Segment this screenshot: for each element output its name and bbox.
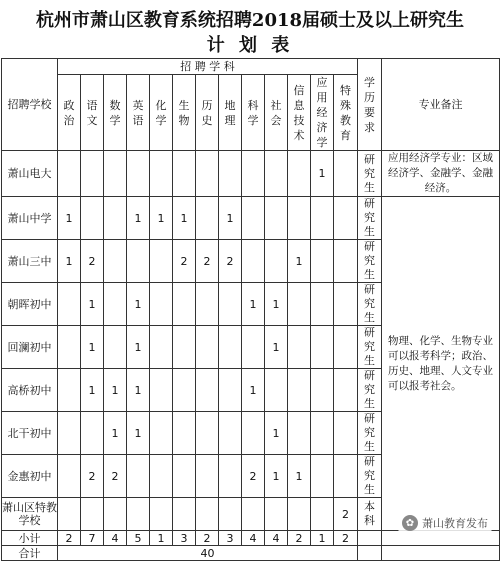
quota-cell: [311, 412, 334, 455]
quota-cell: 1: [265, 326, 288, 369]
quota-cell: [219, 283, 242, 326]
quota-cell: [127, 498, 150, 531]
quota-cell: [81, 498, 104, 531]
quota-cell: [334, 151, 358, 197]
quota-cell: 1: [81, 283, 104, 326]
page-subtitle: 计 划 表: [206, 35, 294, 56]
quota-cell: [334, 369, 358, 412]
school-name: 金惠初中: [2, 455, 58, 498]
school-name: 朝晖初中: [2, 283, 58, 326]
total-degree-empty: [358, 546, 382, 561]
quota-cell: 1: [58, 240, 81, 283]
quota-cell: [334, 412, 358, 455]
quota-cell: [219, 455, 242, 498]
header-subject: 生物: [173, 75, 196, 151]
quota-cell: [219, 151, 242, 197]
degree-cell: 研究生: [358, 283, 382, 326]
quota-cell: [104, 326, 127, 369]
quota-cell: [127, 455, 150, 498]
quota-cell: 2: [173, 240, 196, 283]
quota-cell: [150, 498, 173, 531]
quota-cell: [58, 283, 81, 326]
quota-cell: [311, 240, 334, 283]
quota-cell: [173, 283, 196, 326]
quota-cell: [104, 240, 127, 283]
quota-cell: [196, 326, 219, 369]
quota-cell: [150, 412, 173, 455]
quota-cell: 1: [81, 369, 104, 412]
degree-cell: 本科: [358, 498, 382, 531]
header-school: 招聘学校: [2, 59, 58, 151]
school-name: 萧山区特教学校: [2, 498, 58, 531]
quota-cell: [173, 412, 196, 455]
header-subject: 数学: [104, 75, 127, 151]
quota-cell: [265, 369, 288, 412]
quota-cell: 1: [127, 283, 150, 326]
quota-cell: [311, 498, 334, 531]
quota-cell: [242, 412, 265, 455]
quota-cell: [196, 369, 219, 412]
quota-cell: [334, 326, 358, 369]
quota-cell: [311, 197, 334, 240]
quota-cell: [196, 455, 219, 498]
quota-cell: 2: [196, 240, 219, 283]
quota-cell: [173, 369, 196, 412]
quota-cell: [58, 369, 81, 412]
degree-cell: 研究生: [358, 151, 382, 197]
quota-cell: [127, 151, 150, 197]
subtotal-notes-empty: [382, 531, 500, 546]
quota-cell: [104, 197, 127, 240]
school-name: 萧山中学: [2, 197, 58, 240]
quota-cell: 1: [242, 369, 265, 412]
school-name: 高桥初中: [2, 369, 58, 412]
quota-cell: 1: [219, 197, 242, 240]
quota-cell: 1: [127, 369, 150, 412]
quota-cell: [219, 498, 242, 531]
quota-cell: [219, 326, 242, 369]
quota-cell: [81, 412, 104, 455]
degree-cell: 研究生: [358, 455, 382, 498]
quota-cell: [242, 197, 265, 240]
quota-cell: [219, 369, 242, 412]
quota-cell: 2: [81, 455, 104, 498]
subtotal-cell: 3: [173, 531, 196, 546]
school-name: 回澜初中: [2, 326, 58, 369]
quota-cell: [58, 498, 81, 531]
total-value: 40: [58, 546, 358, 561]
quota-cell: 1: [311, 151, 334, 197]
quota-cell: [288, 283, 311, 326]
subtotal-label: 小计: [2, 531, 58, 546]
quota-cell: [311, 326, 334, 369]
quota-cell: 2: [334, 498, 358, 531]
quota-cell: [334, 197, 358, 240]
subtotal-cell: 2: [58, 531, 81, 546]
quota-cell: [173, 455, 196, 498]
quota-cell: [334, 283, 358, 326]
quota-cell: 1: [265, 412, 288, 455]
header-degree: 学历要求: [358, 59, 382, 151]
degree-cell: 研究生: [358, 197, 382, 240]
quota-cell: [150, 369, 173, 412]
quota-cell: 1: [127, 197, 150, 240]
quota-cell: [265, 197, 288, 240]
quota-cell: 1: [173, 197, 196, 240]
quota-cell: [242, 498, 265, 531]
subtotal-cell: 4: [242, 531, 265, 546]
quota-cell: [311, 283, 334, 326]
degree-cell: 研究生: [358, 369, 382, 412]
header-notes: 专业备注: [382, 59, 500, 151]
quota-cell: [265, 498, 288, 531]
quota-cell: 2: [242, 455, 265, 498]
school-name: 北干初中: [2, 412, 58, 455]
header-subject: 历史: [196, 75, 219, 151]
quota-cell: 1: [265, 283, 288, 326]
quota-cell: 1: [288, 455, 311, 498]
header-subject: 应用经济学: [311, 75, 334, 151]
quota-cell: 2: [81, 240, 104, 283]
school-name: 萧山三中: [2, 240, 58, 283]
quota-cell: [104, 283, 127, 326]
quota-cell: [219, 412, 242, 455]
quota-cell: [265, 151, 288, 197]
subtotal-cell: 1: [150, 531, 173, 546]
watermark-text: 萧山教育发布: [422, 517, 488, 530]
degree-cell: 研究生: [358, 240, 382, 283]
quota-cell: 1: [127, 326, 150, 369]
quota-cell: [150, 455, 173, 498]
quota-cell: [81, 151, 104, 197]
school-name: 萧山电大: [2, 151, 58, 197]
quota-cell: [173, 326, 196, 369]
subtotal-cell: 7: [81, 531, 104, 546]
quota-cell: [288, 369, 311, 412]
header-subject: 科学: [242, 75, 265, 151]
header-subject: 英语: [127, 75, 150, 151]
header-subject: 政治: [58, 75, 81, 151]
quota-cell: [150, 151, 173, 197]
degree-cell: 研究生: [358, 326, 382, 369]
quota-cell: [196, 197, 219, 240]
quota-cell: [288, 151, 311, 197]
quota-cell: [288, 412, 311, 455]
quota-cell: [242, 151, 265, 197]
quota-cell: [288, 197, 311, 240]
quota-cell: [173, 498, 196, 531]
quota-cell: [288, 326, 311, 369]
quota-cell: 2: [104, 455, 127, 498]
quota-cell: [173, 151, 196, 197]
subtotal-cell: 4: [265, 531, 288, 546]
quota-cell: [104, 151, 127, 197]
quota-cell: 1: [242, 283, 265, 326]
quota-cell: [150, 283, 173, 326]
subtotal-cell: 2: [334, 531, 358, 546]
note-science: 物理、化学、生物专业可以报考科学；政治、历史、地理、人文专业可以报考社会。: [382, 197, 500, 531]
quota-cell: 1: [288, 240, 311, 283]
header-subject: 语文: [81, 75, 104, 151]
header-subject: 化学: [150, 75, 173, 151]
quota-cell: [196, 498, 219, 531]
quota-cell: [127, 240, 150, 283]
quota-cell: 1: [265, 455, 288, 498]
subtotal-cell: 5: [127, 531, 150, 546]
subtotal-cell: 4: [104, 531, 127, 546]
page-title: 杭州市萧山区教育系统招聘2018届硕士及以上研究生: [35, 10, 465, 31]
header-subject: 信息技术: [288, 75, 311, 151]
quota-cell: [196, 151, 219, 197]
quota-cell: [242, 326, 265, 369]
quota-cell: 1: [58, 197, 81, 240]
recruitment-table: [1, 58, 500, 561]
header-subject: 地理: [219, 75, 242, 151]
subtotal-cell: 2: [288, 531, 311, 546]
quota-cell: [58, 151, 81, 197]
subtotal-cell: 3: [219, 531, 242, 546]
subtotal-cell: 1: [311, 531, 334, 546]
quota-cell: [81, 197, 104, 240]
quota-cell: [150, 240, 173, 283]
quota-cell: 1: [127, 412, 150, 455]
total-label: 合计: [2, 546, 58, 561]
subtotal-degree-empty: [358, 531, 382, 546]
quota-cell: [150, 326, 173, 369]
quota-cell: [265, 240, 288, 283]
quota-cell: 1: [104, 369, 127, 412]
quota-cell: [58, 412, 81, 455]
subtotal-cell: 2: [196, 531, 219, 546]
quota-cell: [311, 369, 334, 412]
header-subject: 特殊教育: [334, 75, 358, 151]
degree-cell: 研究生: [358, 412, 382, 455]
quota-cell: [311, 455, 334, 498]
quota-cell: [196, 412, 219, 455]
quota-cell: 1: [81, 326, 104, 369]
quota-cell: [196, 283, 219, 326]
quota-cell: [242, 240, 265, 283]
quota-cell: 1: [104, 412, 127, 455]
quota-cell: [334, 455, 358, 498]
quota-cell: [58, 455, 81, 498]
quota-cell: 2: [219, 240, 242, 283]
quota-cell: [334, 240, 358, 283]
header-subject: 社会: [265, 75, 288, 151]
total-notes-empty: [382, 546, 500, 561]
quota-cell: 1: [150, 197, 173, 240]
quota-cell: [288, 498, 311, 531]
header-subject-group: 招 聘 学 科: [58, 59, 358, 75]
note-econ: 应用经济学专业：区域经济学、金融学、金融经济。: [382, 151, 500, 197]
quota-cell: [58, 326, 81, 369]
watermark: [398, 514, 492, 532]
quota-cell: [104, 498, 127, 531]
wechat-icon: ✿: [402, 515, 418, 531]
